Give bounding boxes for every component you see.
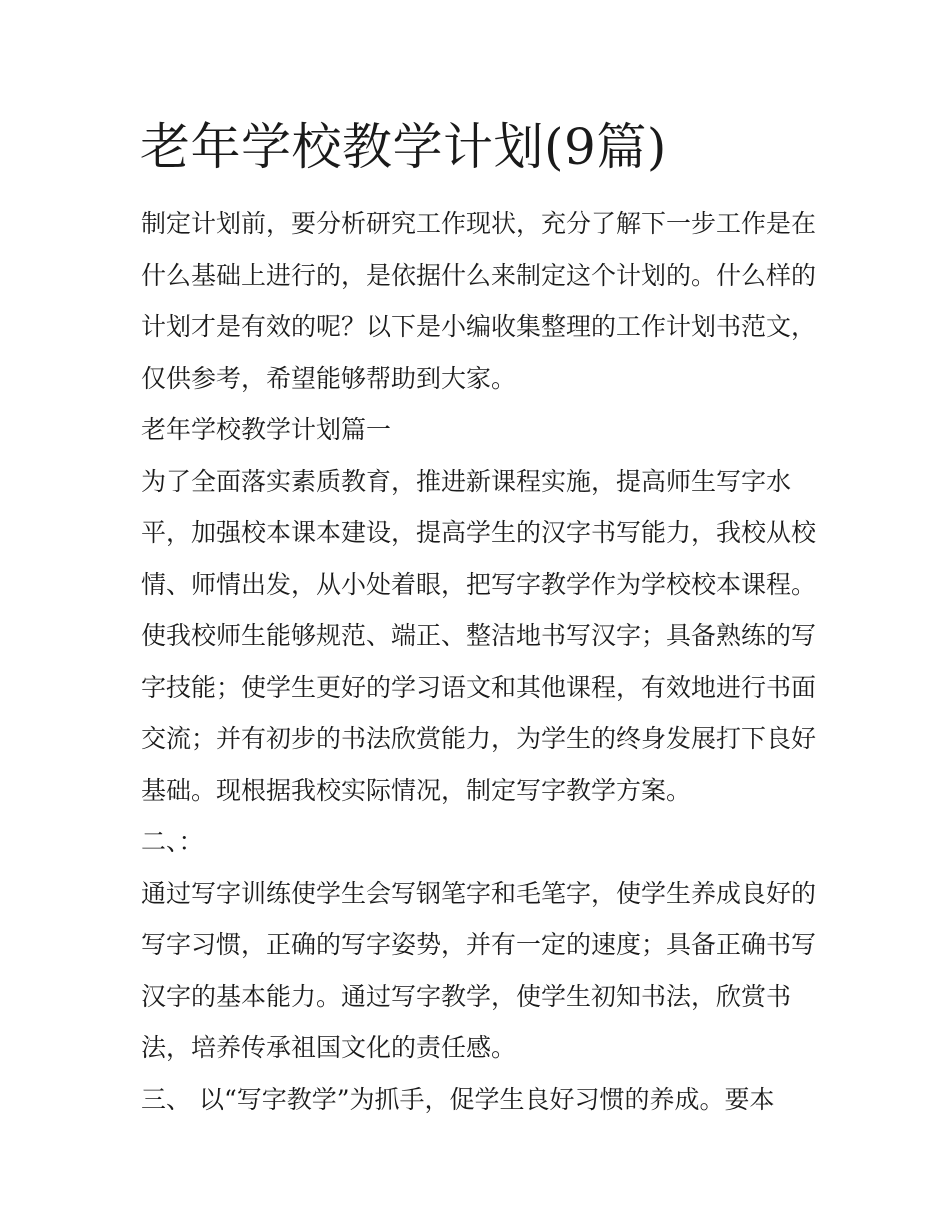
text-line: 仅供参考，希望能够帮助到大家。 [141, 363, 517, 393]
section-heading: 老年学校教学计划篇一 [141, 415, 392, 444]
text-line: 制定计划前，要分析研究工作现状，充分了解下一步工作是在 [141, 209, 817, 238]
text-line: 写字习惯，正确的写字姿势，并有一定的速度；具备正确书写 [141, 930, 817, 959]
text-line: 汉字的基本能力。通过写字教学，使学生初知书法，欣赏书 [141, 981, 792, 1011]
section-heading: 二、： [141, 827, 204, 856]
document-body [141, 198, 821, 1125]
text-line: 为了全面落实素质教育，推进新课程实施，提高师生写字水 [141, 466, 792, 496]
text-line: 使我校师生能够规范、端正、整洁地书写汉字；具备熟练的写 [141, 621, 817, 650]
text-line: 计划才是有效的呢？以下是小编收集整理的工作计划书范文， [141, 312, 817, 341]
text-line: 基础。现根据我校实际情况，制定写字教学方案。 [141, 775, 692, 805]
text-line: 平，加强校本课本建设，提高学生的汉字书写能力，我校从校 [141, 518, 817, 547]
text-line: 交流；并有初步的书法欣赏能力，为学生的终身发展打下良好 [141, 724, 817, 753]
text-line: 字技能；使学生更好的学习语文和其他课程，有效地进行书面 [141, 672, 817, 702]
text-line: 法，培养传承祖国文化的责任感。 [141, 1033, 517, 1062]
document-title: 老年学校教学计划(9篇) [140, 118, 667, 176]
text-line: 什么基础上进行的，是依据什么来制定这个计划的。什么样的 [141, 260, 817, 290]
text-line: 三、 以“写字教学”为抓手，促学生良好习惯的养成。要本 [141, 1084, 775, 1114]
text-line: 通过写字训练使学生会写钢笔字和毛笔字，使学生养成良好的 [141, 878, 817, 908]
text-line: 情、师情出发，从小处着眼，把写字教学作为学校校本课程。 [141, 569, 817, 599]
